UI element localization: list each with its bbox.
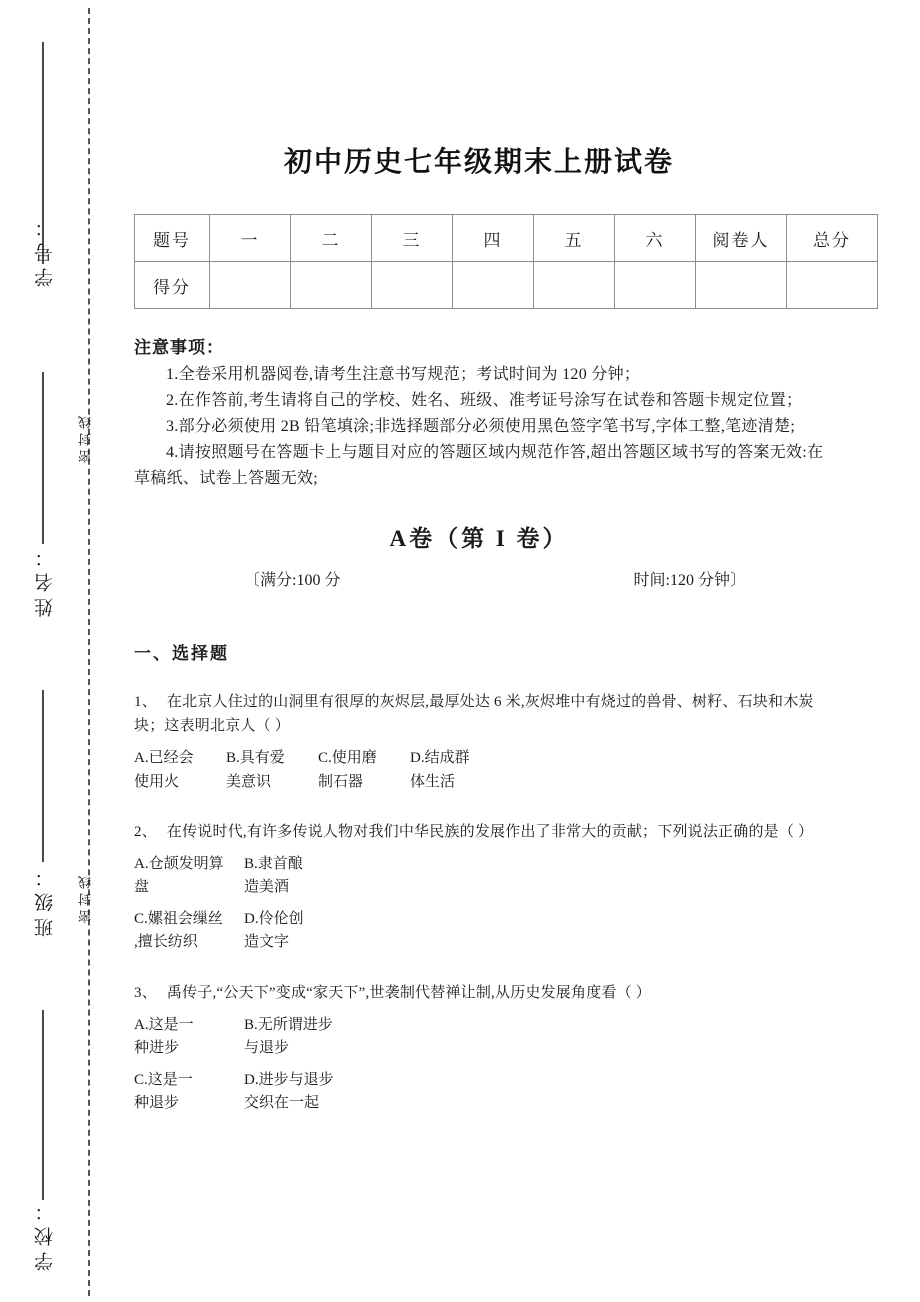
- option-c-line1: C.这是一: [134, 1072, 193, 1089]
- question-1-option-d[interactable]: [410, 747, 496, 794]
- field-label-student-number: 学号：: [35, 212, 56, 287]
- score-table: [134, 214, 878, 309]
- option-b-line1: B.具有爱: [226, 750, 285, 767]
- question-1-option-b[interactable]: [226, 747, 312, 794]
- option-c-line1: C.使用磨: [318, 750, 377, 767]
- score-cell-grader[interactable]: [696, 262, 787, 309]
- option-a-line2: 盘: [134, 878, 150, 895]
- seal-solid-line-segment-4: [42, 1010, 44, 1200]
- field-label-name: 姓名：: [35, 542, 56, 617]
- option-b-line2: 造美酒: [244, 878, 290, 895]
- row-header-question-number: 题号: [135, 215, 210, 262]
- page-title: 初中历史七年级期末上册试卷: [283, 147, 674, 178]
- option-a-line1: A.仓颉发明算: [134, 855, 224, 872]
- question-3-options: [134, 1014, 824, 1116]
- question-1-option-a[interactable]: [134, 747, 220, 794]
- option-b-line1: B.隶首酿: [244, 855, 303, 872]
- score-cell-total[interactable]: [787, 262, 878, 309]
- question-2-stem: [134, 820, 824, 845]
- option-b-line1: B.无所谓进步: [244, 1016, 333, 1033]
- question-3: [134, 981, 824, 1116]
- column-header-1: 一: [210, 215, 291, 262]
- question-3-option-d[interactable]: [244, 1069, 348, 1116]
- question-2-number: 2、: [134, 823, 157, 840]
- field-label-school: 学校：: [35, 1196, 56, 1271]
- question-1-text: 在北京人住过的山洞里有很厚的灰烬层,最厚处达 6 米,灰烬堆中有烧过的兽骨、树籽、石块和木炭块；这表明北京人（ ）: [134, 693, 814, 735]
- note-item-3: 3.部分必须使用 2B 铅笔填涂;非选择题部分必须使用黑色签字笔书写,字体工整,笔迹清楚;: [166, 417, 796, 435]
- question-3-option-c[interactable]: [134, 1069, 238, 1116]
- option-d-line2: 体生活: [410, 773, 456, 790]
- column-header-2: 二: [291, 215, 372, 262]
- field-label-class: 班级：: [35, 862, 56, 937]
- score-cell-1[interactable]: [210, 262, 291, 309]
- score-cell-6[interactable]: [615, 262, 696, 309]
- question-2-option-a[interactable]: [134, 853, 238, 900]
- question-3-text: 禹传子,“公天下”变成“家天下”,世袭制代替禅让制,从历史发展角度看（ ）: [166, 984, 651, 1001]
- time-limit-text: 时间:120 分钟〕: [633, 571, 746, 589]
- seal-dashed-line: [88, 8, 90, 1296]
- option-b-line2: 美意识: [226, 773, 272, 790]
- score-cell-2[interactable]: [291, 262, 372, 309]
- question-2-options: [134, 853, 824, 955]
- question-3-option-a[interactable]: [134, 1014, 238, 1061]
- option-d-line2: 造文字: [244, 934, 290, 951]
- paper-score-time-line: [134, 567, 824, 593]
- option-a-line2: 使用火: [134, 773, 180, 790]
- seal-solid-line-segment-2: [42, 372, 44, 544]
- option-b-line2: 与退步: [244, 1039, 290, 1056]
- score-cell-5[interactable]: [534, 262, 615, 309]
- note-item-2: 2.在作答前,考生请将自己的学校、姓名、班级、准考证号涂写在试卷和答题卡规定位置；: [166, 391, 803, 409]
- question-3-stem: [134, 981, 824, 1006]
- question-2: [134, 820, 824, 955]
- question-1-number: 1、: [134, 693, 157, 710]
- score-cell-4[interactable]: [453, 262, 534, 309]
- paper-part-title: A卷（第 I 卷）: [389, 525, 569, 551]
- column-header-6: 六: [615, 215, 696, 262]
- option-d-line1: D.结成群: [410, 750, 470, 767]
- question-2-option-d[interactable]: [244, 908, 348, 955]
- question-1-option-c[interactable]: [318, 747, 404, 794]
- question-3-number: 3、: [134, 984, 157, 1001]
- row-header-score: 得分: [135, 262, 210, 309]
- table-row: [135, 215, 878, 262]
- seal-line-text-bottom: 密封线: [78, 872, 93, 923]
- option-d-line2: 交织在一起: [244, 1095, 320, 1112]
- question-3-option-b[interactable]: [244, 1014, 348, 1061]
- content-column: [134, 0, 851, 1302]
- seal-line-text-top: 密封线: [78, 412, 93, 463]
- question-1-stem: [134, 690, 824, 740]
- question-2-option-b[interactable]: [244, 853, 348, 900]
- option-a-line1: A.这是一: [134, 1016, 194, 1033]
- column-header-grader: 阅卷人: [696, 215, 787, 262]
- question-2-text: 在传说时代,有许多传说人物对我们中华民族的发展作出了非常大的贡献；下列说法正确的是（ ）: [166, 823, 814, 840]
- note-item-1: 1.全卷采用机器阅卷,请考生注意书写规范；考试时间为 120 分钟；: [166, 366, 641, 383]
- option-d-line1: D.进步与退步: [244, 1072, 334, 1089]
- score-cell-3[interactable]: [372, 262, 453, 309]
- notes-heading: 注意事项：: [134, 338, 224, 357]
- seal-solid-line-segment-3: [42, 690, 44, 862]
- question-1: [134, 690, 824, 794]
- table-row: [135, 262, 878, 309]
- option-c-line2: 种退步: [134, 1095, 180, 1112]
- option-c-line1: C.嫘祖会缫丝: [134, 911, 223, 928]
- option-c-line2: ,擅长纺织: [134, 934, 198, 951]
- option-a-line2: 种进步: [134, 1039, 180, 1056]
- option-c-line2: 制石器: [318, 773, 364, 790]
- question-1-options: [134, 747, 824, 794]
- column-header-total: 总分: [787, 215, 878, 262]
- option-a-line1: A.已经会: [134, 750, 194, 767]
- note-item-4: 4.请按照题号在答题卡上与题目对应的答题区域内规范作答,超出答题区域书写的答案无效:在草稿纸、试卷上答题无效;: [134, 443, 824, 487]
- column-header-5: 五: [534, 215, 615, 262]
- column-header-3: 三: [372, 215, 453, 262]
- full-score-text: 〔满分:100 分: [244, 571, 341, 589]
- option-d-line1: D.伶伦创: [244, 911, 304, 928]
- question-2-option-c[interactable]: [134, 908, 238, 955]
- section-heading-multiple-choice: 一、选择题: [134, 643, 229, 663]
- column-header-4: 四: [453, 215, 534, 262]
